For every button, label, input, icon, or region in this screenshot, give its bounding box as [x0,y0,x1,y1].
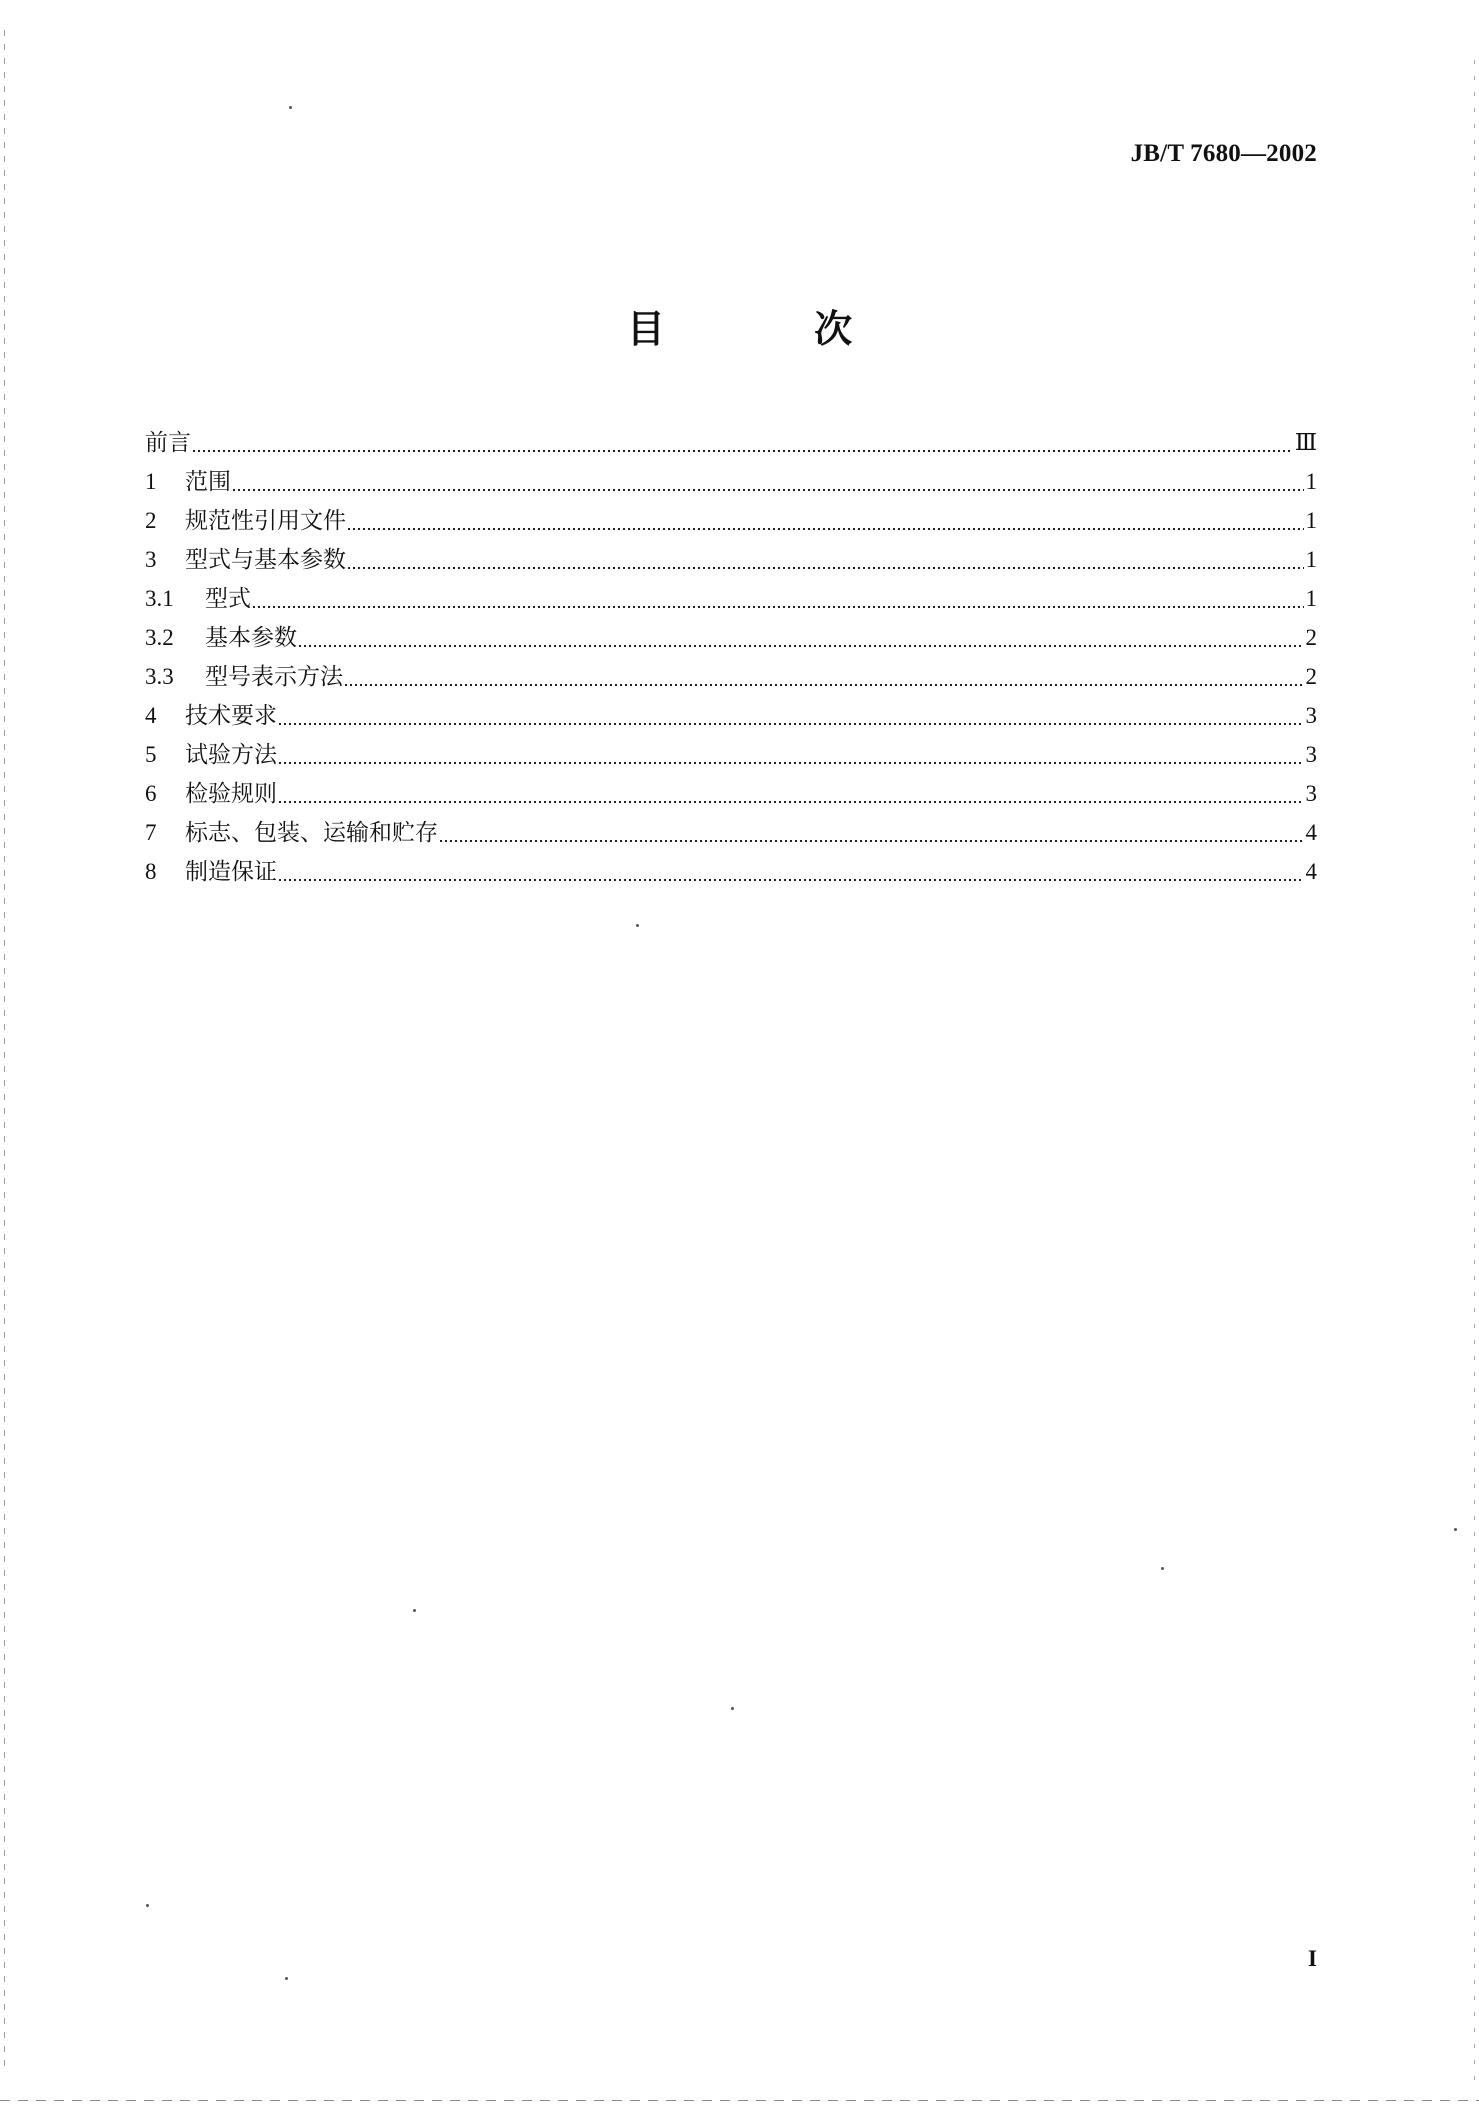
toc-entry-label: 标志、包装、运输和贮存 [185,820,438,846]
toc-entry-label: 规范性引用文件 [185,508,346,534]
scan-speck [146,1904,149,1907]
toc-entry[interactable] [145,579,1317,618]
toc-entry[interactable] [145,696,1317,735]
toc-entry-number: 3.1 [145,586,174,611]
toc-title: 目 次 [626,307,921,351]
scan-edge-right [1474,60,1475,2080]
toc-entry[interactable] [145,501,1317,540]
toc-entry-page: 1 [1305,547,1317,572]
toc-dot-leader [253,606,1304,608]
toc-entry-number: 1 [145,469,157,494]
toc-entry-label: 前言 [145,430,191,456]
table-of-contents [145,423,1317,891]
toc-entry-page: 4 [1305,820,1317,845]
toc-dot-leader [233,489,1304,491]
toc-entry-page: Ⅲ [1294,430,1317,455]
toc-entry-label: 型号表示方法 [205,664,343,690]
toc-entry-page: 3 [1305,781,1317,806]
toc-entry-page: 2 [1305,664,1317,689]
toc-dot-leader [348,567,1304,569]
toc-dot-leader [440,840,1304,842]
toc-entry[interactable] [145,852,1317,891]
toc-entry[interactable] [145,813,1317,852]
scan-speck [731,1707,734,1710]
toc-entry-label: 范围 [185,469,231,495]
toc-entry-number: 2 [145,508,157,533]
toc-entry-page: 3 [1305,742,1317,767]
toc-entry[interactable] [145,618,1317,657]
toc-entry-label: 试验方法 [185,742,277,768]
toc-entry-label: 制造保证 [185,859,277,885]
scan-speck [285,1977,288,1980]
toc-entry[interactable] [145,735,1317,774]
toc-dot-leader [193,450,1293,452]
toc-entry-label: 检验规则 [185,781,277,807]
toc-entry-label: 型式 [205,586,251,612]
standard-code: JB/T 7680—2002 [1130,140,1317,167]
toc-entry-number: 3.3 [145,664,174,689]
toc-entry[interactable] [145,462,1317,501]
toc-dot-leader [299,645,1304,647]
toc-entry-page: 1 [1305,586,1317,611]
scan-speck [289,106,292,109]
scan-speck [1161,1567,1164,1570]
scan-speck [413,1609,416,1612]
toc-entry-number: 8 [145,859,157,884]
scan-speck [1454,1528,1457,1531]
toc-entry-number: 7 [145,820,157,845]
toc-entry-label: 技术要求 [185,703,277,729]
toc-entry-page: 3 [1305,703,1317,728]
toc-entry-number: 3 [145,547,157,572]
scan-speck [636,924,639,927]
toc-entry[interactable] [145,540,1317,579]
toc-entry[interactable] [145,774,1317,813]
toc-entry[interactable] [145,657,1317,696]
toc-entry-number: 3.2 [145,625,174,650]
toc-dot-leader [279,723,1304,725]
toc-entry-number: 6 [145,781,157,806]
toc-entry-label: 型式与基本参数 [185,547,346,573]
toc-entry-number: 5 [145,742,157,767]
toc-dot-leader [345,684,1304,686]
toc-dot-leader [348,528,1304,530]
toc-dot-leader [279,801,1304,803]
toc-entry[interactable] [145,423,1317,462]
toc-dot-leader [279,762,1304,764]
page-number: I [1308,1946,1317,1971]
toc-entry-page: 2 [1305,625,1317,650]
toc-entry-label: 基本参数 [205,625,297,651]
scan-edge-bottom [0,2100,1479,2101]
toc-entry-page: 1 [1305,508,1317,533]
toc-entry-page: 4 [1305,859,1317,884]
toc-dot-leader [279,879,1304,881]
toc-entry-page: 1 [1305,469,1317,494]
toc-entry-number: 4 [145,703,157,728]
